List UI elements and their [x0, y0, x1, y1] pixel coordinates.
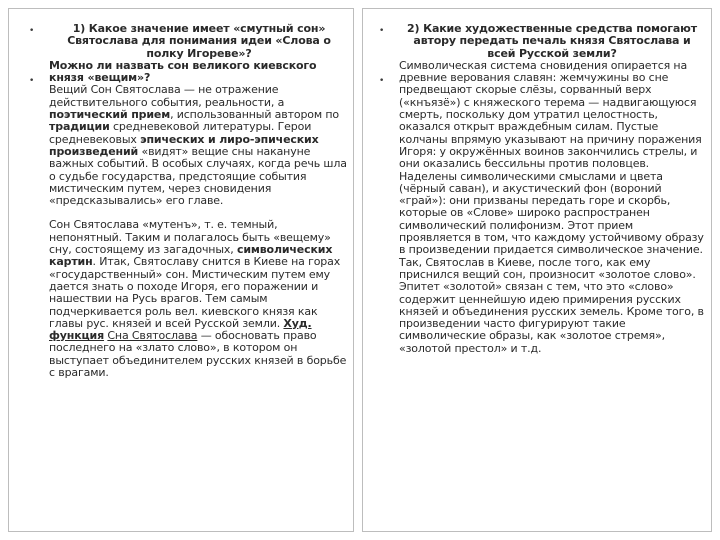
question-2: 2) Какие художественные средства помогают автору передать печаль князя Святослава и всей Русской земли? [407, 22, 697, 60]
left-panel [8, 8, 354, 532]
bullet-icon: • [379, 76, 385, 86]
bullet-icon: • [29, 76, 35, 86]
question-1: 1) Какое значение имеет «смутный сон» Святослава для понимания идеи «Слова о полку Игореве»? [67, 22, 331, 60]
right-column [399, 23, 705, 355]
question-1-sub: Можно ли назвать сон великого киевского князя «вещим»? [49, 58, 317, 85]
answer-paragraph-3: Символическая система сновидения опирается на древние верования славян: жемчужины во сне предвещают скорые слёзы, сорванный верх («кнъязё») с княжеского терема — надвигающуюся смерть, поскольку дом утратил целостность, оказался открыт враждебным силам. Пустые колчаны впрямую указывают на причину поражения Игоря: у окружённых воинов закончились стрелы, и они оказались бессильны против половцев. Наделены символическими смыслами и цвета (чёрный саван), и акустический фон (вороний «грай»): они призваны передать горе и скорбь, которые ов «Слове» широко распространен символический полифонизм. Этот прием проявляется в том, что каждому устойчивому образу в произведении придается символическое значение. Так, Святослав в Киеве, после того, как ему приснился вещий сон, произносит «золотое слово». Эпитет «золотой» связан с тем, что это «слово» содержит ценнейшую идею примирения русских князей и объединения русских земель. Кроме того, в произведении часто фигурируют такие символические образы, как «золотое стремя», «золотой престол» и т.д. [399, 58, 704, 355]
left-column [49, 23, 349, 379]
answer-paragraph-1: Вещий Сон Святослава — не отражение действительного события, реальности, а поэтический прием, использованный автором по традиции средневековой литературы. Герои средневековых эпических и лиро-эпических произведений «видят» вещие сны накануне важных событий. В особых случаях, когда речь шла о судьбе государства, предстоящие события мистическим путем, через сновидения «предсказывались» его главе. [49, 83, 347, 208]
bullet-icon: • [29, 26, 35, 36]
bullet-icon: • [379, 26, 385, 36]
right-panel [362, 8, 712, 532]
answer-paragraph-2: Сон Святослава «мутенъ», т. е. темный, непонятный. Таким и полагалось быть «вещему» сну, состоящему из загадочных, символических картин. Итак, Святославу снится в Киеве на горах «государственный» сон. Мистическим путем ему дается знать о походе Игоря, его поражении и нашествии на Русь врагов. Тем самым подчеркивается роль вел. киевского князя как главы рус. князей и всей Русской земли. Худ. функция Сна Святослава — обосновать право последнего на «злато слово», в котором он выступает объединителем русских князей в борьбе с врагами. [49, 218, 347, 380]
